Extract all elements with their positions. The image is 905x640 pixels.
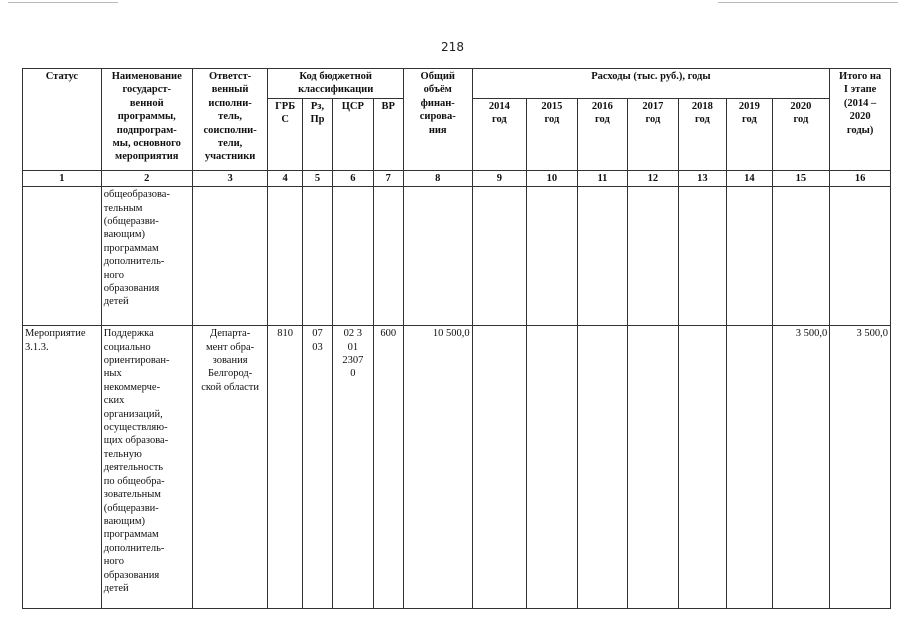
cell-year-2015 xyxy=(527,187,578,326)
column-number-row xyxy=(23,170,891,186)
cell-year-2014 xyxy=(472,326,527,609)
cell-grbs: 810 xyxy=(268,326,302,609)
budget-table xyxy=(22,68,891,609)
header-status: Статус xyxy=(23,69,102,171)
cell-year-2017 xyxy=(628,187,679,326)
cell-name: общеобразова- тельным (общеразви- вающим) программам дополнитель- ного образования детей xyxy=(101,187,192,326)
header-row-1 xyxy=(23,69,891,99)
scan-edge-line-left xyxy=(8,2,118,3)
cell-year-2020: 3 500,0 xyxy=(772,326,830,609)
header-year-2019: 2019 год xyxy=(727,98,772,170)
cell-rzpr xyxy=(302,187,332,326)
page-number: 218 xyxy=(441,40,464,54)
cell-year-2015 xyxy=(527,326,578,609)
column-number: 14 xyxy=(727,170,772,186)
header-budget-code: Код бюджетной классификации xyxy=(268,69,403,99)
column-number: 15 xyxy=(772,170,830,186)
cell-year-2016 xyxy=(577,326,628,609)
column-number: 9 xyxy=(472,170,527,186)
header-year-2014: 2014 год xyxy=(472,98,527,170)
header-year-2018: 2018 год xyxy=(678,98,726,170)
cell-vr xyxy=(373,187,403,326)
cell-year-2018 xyxy=(678,187,726,326)
cell-total: 10 500,0 xyxy=(403,326,472,609)
header-rzpr: Рз, Пр xyxy=(302,98,332,170)
column-number: 13 xyxy=(678,170,726,186)
column-number: 2 xyxy=(101,170,192,186)
table-row-continuation xyxy=(23,187,891,326)
cell-vr: 600 xyxy=(373,326,403,609)
header-year-2015: 2015 год xyxy=(527,98,578,170)
header-total-volume: Общий объём финан- сирова- ния xyxy=(403,69,472,171)
header-csr: ЦСР xyxy=(333,98,373,170)
cell-year-2017 xyxy=(628,326,679,609)
column-number: 4 xyxy=(268,170,302,186)
cell-total xyxy=(403,187,472,326)
cell-rzpr: 07 03 xyxy=(302,326,332,609)
cell-status xyxy=(23,187,102,326)
header-grbs: ГРБ С xyxy=(268,98,302,170)
header-vr: ВР xyxy=(373,98,403,170)
cell-csr: 02 3 01 2307 0 xyxy=(333,326,373,609)
cell-year-2019 xyxy=(727,187,772,326)
column-number: 10 xyxy=(527,170,578,186)
column-number: 8 xyxy=(403,170,472,186)
header-stage-total: Итого на I этапе (2014 – 2020 годы) xyxy=(830,69,891,171)
cell-year-2014 xyxy=(472,187,527,326)
cell-year-2020 xyxy=(772,187,830,326)
table-row-measure-3-1-3 xyxy=(23,326,891,609)
cell-name: Поддержка социально ориентирован- ных некоммерче- ских организаций, осуществляю- щих образова- тельную деятельность по общеобра- зовательным (общеразви- вающим) программам дополнитель- ного образования детей xyxy=(101,326,192,609)
column-number: 12 xyxy=(628,170,679,186)
column-number: 1 xyxy=(23,170,102,186)
cell-year-2016 xyxy=(577,187,628,326)
header-expenses: Расходы (тыс. руб.), годы xyxy=(472,69,830,99)
cell-csr xyxy=(333,187,373,326)
header-responsible: Ответст- венный исполни- тель, соисполни- тели, участники xyxy=(192,69,268,171)
cell-year-2018 xyxy=(678,326,726,609)
cell-grbs xyxy=(268,187,302,326)
cell-status: Мероприятие 3.1.3. xyxy=(23,326,102,609)
header-year-2016: 2016 год xyxy=(577,98,628,170)
column-number: 16 xyxy=(830,170,891,186)
column-number: 6 xyxy=(333,170,373,186)
column-number: 11 xyxy=(577,170,628,186)
column-number: 3 xyxy=(192,170,268,186)
header-name: Наименование государст- венной программы, подпрограм- мы, основного мероприятия xyxy=(101,69,192,171)
scan-edge-line-right xyxy=(718,2,898,3)
header-year-2017: 2017 год xyxy=(628,98,679,170)
cell-stage-total: 3 500,0 xyxy=(830,326,891,609)
cell-responsible xyxy=(192,187,268,326)
column-number: 5 xyxy=(302,170,332,186)
cell-responsible: Департа- мент обра- зования Белгород- ской области xyxy=(192,326,268,609)
column-number: 7 xyxy=(373,170,403,186)
header-year-2020: 2020 год xyxy=(772,98,830,170)
cell-year-2019 xyxy=(727,326,772,609)
cell-stage-total xyxy=(830,187,891,326)
